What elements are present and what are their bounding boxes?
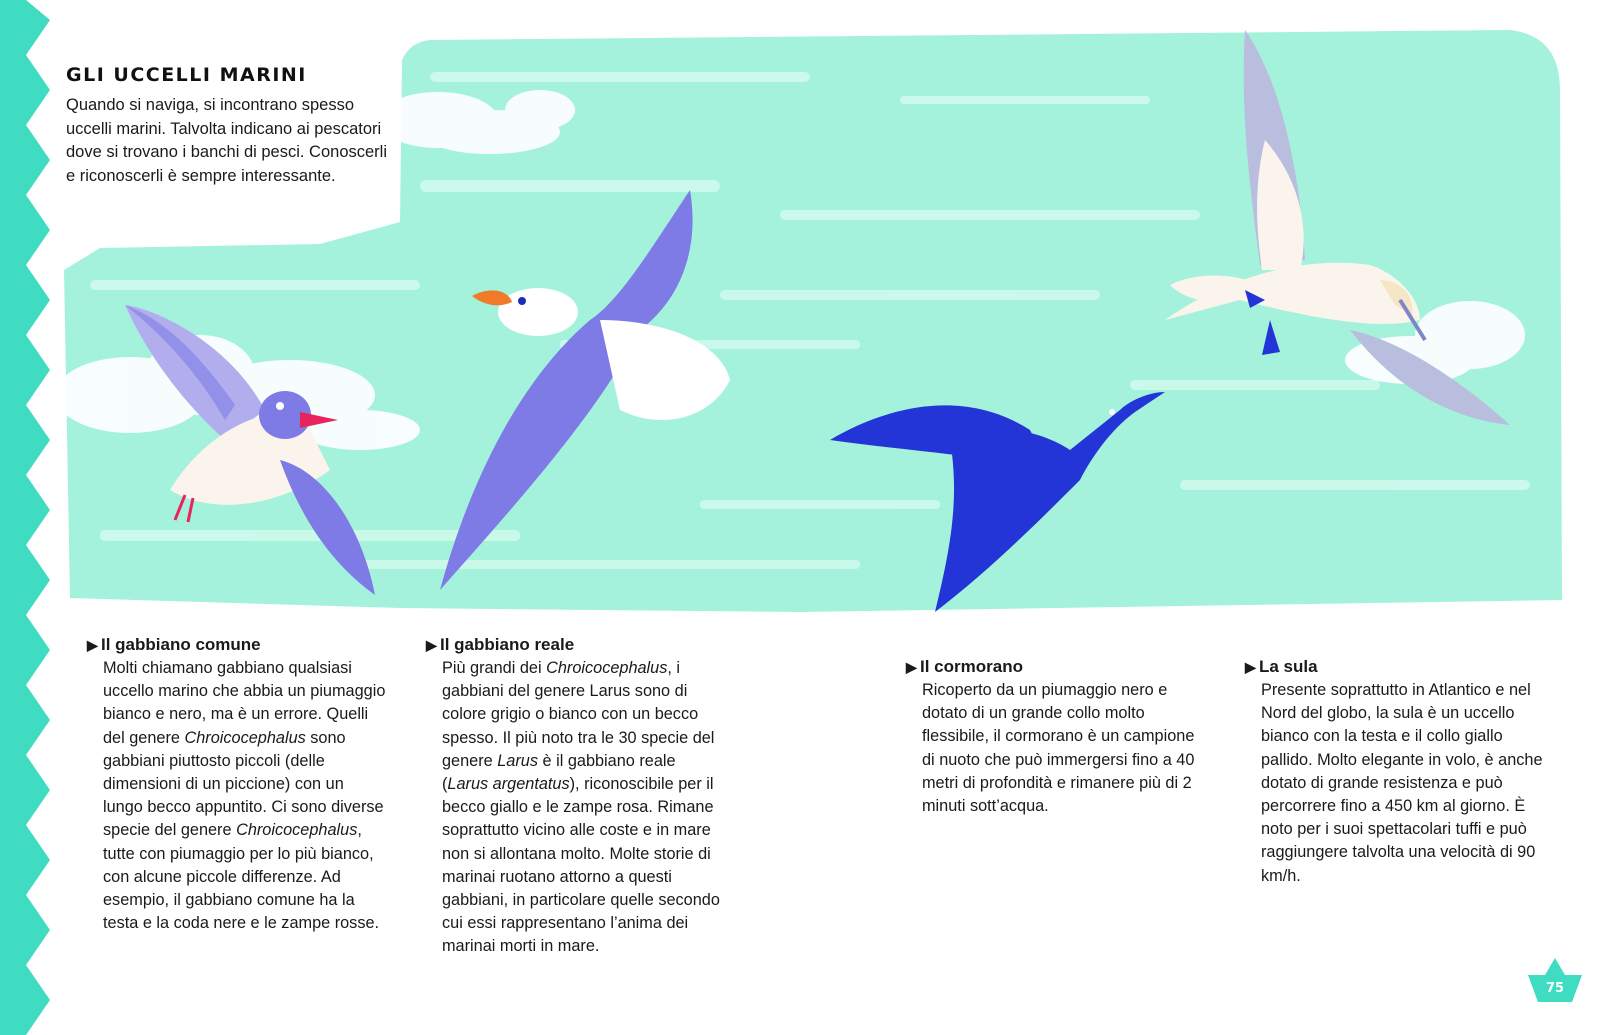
page-title: GLI UCCELLI MARINI	[66, 64, 307, 86]
triangle-bullet-icon: ▶	[1245, 659, 1256, 675]
bird-entry-title: ▶ Il cormorano	[906, 655, 1206, 679]
bird-entry-gabbiano-comune	[87, 633, 387, 935]
page-number: 75	[1545, 981, 1565, 996]
bird-entry-text: Più grandi dei Chroicocephalus, i gabbiani del genere Larus sono di colore grigio o bianco con un becco spesso. Il più noto tra le 30 specie del genere Larus è il gabbiano reale (Larus argentatus), riconoscibile per il becco giallo e le zampe rosa. Rimane soprattutto vicino alle coste e in mare non si allontana molto. Molte storie di marinai ruotano attorno a questi gabbiani, in particolare quelle secondo cui essi rappresentano l’anima dei marinai morti in mare.	[442, 659, 720, 956]
bird-entry-text: Ricoperto da un piumaggio nero e dotato di un grande collo molto flessibile, il cormorano è un campione di nuoto che può immergersi fino a 40 metri di profondità e rimanere più di 2 minuti sott’acqua.	[922, 681, 1195, 816]
intro-text: Quando si naviga, si incontrano spesso uccelli marini. Talvolta indicano ai pescatori dove si trovano i banchi di pesci. Conoscerli e riconoscerli è sempre interessante.	[66, 96, 388, 185]
bird-entry-title: ▶ Il gabbiano reale	[426, 633, 726, 657]
bird-entry-text: Molti chiamano gabbiano qualsiasi uccello marino che abbia un piumaggio bianco e nero, ma è un errore. Quelli del genere Chroicocephalus sono gabbiani piuttosto piccoli (delle dimensioni di un piccione) con un lungo becco appuntito. Ci sono diverse specie del genere Chroicocephalus, tutte con piumaggio per lo più bianco, con alcune piccole differenze. Ad esempio, il gabbiano comune ha la testa e la coda nere e le zampe rosse.	[103, 659, 386, 933]
bird-entry-title: ▶ La sula	[1245, 655, 1545, 679]
triangle-bullet-icon: ▶	[906, 659, 917, 675]
bird-entry-gabbiano-reale	[426, 633, 726, 959]
zigzag-border	[0, 0, 50, 1035]
bird-entry-sula	[1245, 655, 1545, 888]
triangle-bullet-icon: ▶	[87, 637, 98, 653]
bird-entry-cormorano	[906, 655, 1206, 818]
bird-entry-title: ▶ Il gabbiano comune	[87, 633, 387, 657]
bird-entry-text: Presente soprattutto in Atlantico e nel Nord del globo, la sula è un uccello bianco con la testa e il collo giallo pallido. Molto elegante in volo, è anche dotato di grande resistenza e può percorrere fino a 450 km al giorno. È noto per i suoi spettacolari tuffi e può raggiungere talvolta una velocità di 90 km/h.	[1261, 681, 1543, 885]
triangle-bullet-icon: ▶	[426, 637, 437, 653]
